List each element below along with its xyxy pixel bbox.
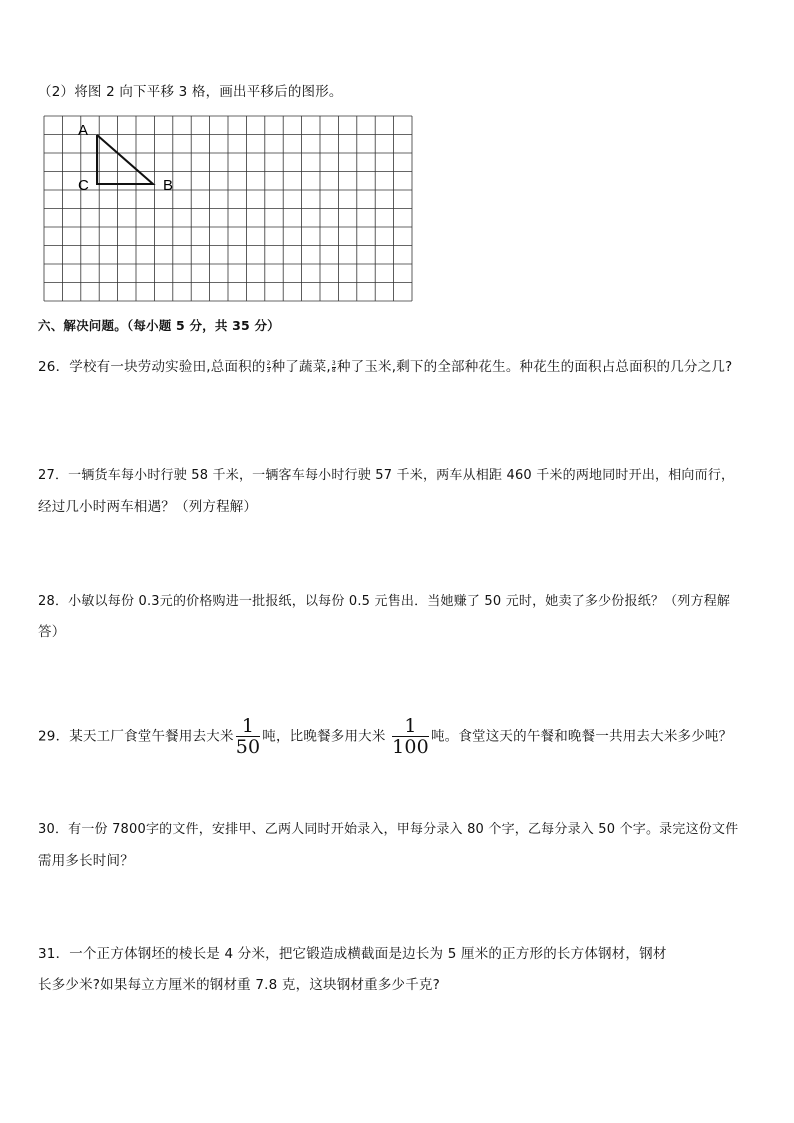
question-25-part-2: （2）将图 2 向下平移 3 格，画出平移后的图形。 [38,84,343,100]
q26-frac2-denominator: 8 [331,366,336,374]
q26-text-2: 种了蔬菜, [271,359,331,375]
q29-frac1-numerator: 1 [236,716,261,737]
question-28-line-2: 答） [38,624,66,640]
q26-text-3: 种了玉米,剩下的全部种花生。种花生的面积占总面积的几分之几? [336,359,733,375]
question-29 [38,716,732,757]
section-6-title: 六、解决问题。（每小题 5 分，共 35 分） [38,318,280,333]
grid-figure [40,112,420,308]
q29-text-3: 吨。食堂这天的午餐和晚餐一共用去大米多少吨？ [430,728,733,745]
q26-frac1-numerator: 2 [266,359,271,367]
question-27-line-1: 27．一辆货车每小时行驶 58 千米，一辆客车每小时行驶 57 千米，两车从相距 460 千米的两地同时开出，相向而行， [38,468,735,483]
q29-frac1-denominator: 50 [235,736,261,758]
q29-text-1: 29．某天工厂食堂午餐用去大米 [38,728,234,745]
q26-fraction-1 [267,361,271,374]
q29-frac2-numerator: 1 [392,716,429,737]
question-26 [38,357,732,377]
q29-fraction-2 [392,716,429,757]
point-c-label: C [78,177,89,194]
q26-text-1: 26．学校有一块劳动实验田,总面积的 [38,359,266,375]
question-31-line-1: 31．一个正方体钢坯的棱长是 4 分米，把它锻造成横截面是边长为 5 厘米的正方形的长方体钢材，钢材 [38,946,667,962]
q29-frac2-denominator: 100 [392,736,429,758]
grid-lines [44,116,412,301]
question-27-line-2: 经过几小时两车相遇？（列方程解） [38,499,258,515]
triangle-shape [97,135,153,184]
q26-frac2-numerator: 3 [331,359,336,367]
q29-text-2: 吨，比晚餐多用大米 [262,728,391,745]
question-31-line-2: 长多少米?如果每立方厘米的钢材重 7.8 克，这块钢材重多少千克? [38,977,440,993]
point-a-label: A [78,122,89,139]
q29-fraction-1 [236,716,261,757]
point-b-label: B [163,177,174,194]
question-30-line-2: 需用多长时间？ [38,853,134,869]
q26-fraction-2 [332,361,336,374]
question-30-line-1: 30．有一份 7800字的文件，安排甲、乙两人同时开始录入，甲每分录入 80 个字，乙每分录入 50 个字。录完这份文件 [38,822,739,837]
question-28-line-1: 28．小敏以每份 0.3元的价格购进一批报纸，以每份 0.5 元售出．当她赚了 50 元时，她卖了多少份报纸？（列方程解 [38,594,731,609]
q26-frac1-denominator: 3 [266,366,271,374]
